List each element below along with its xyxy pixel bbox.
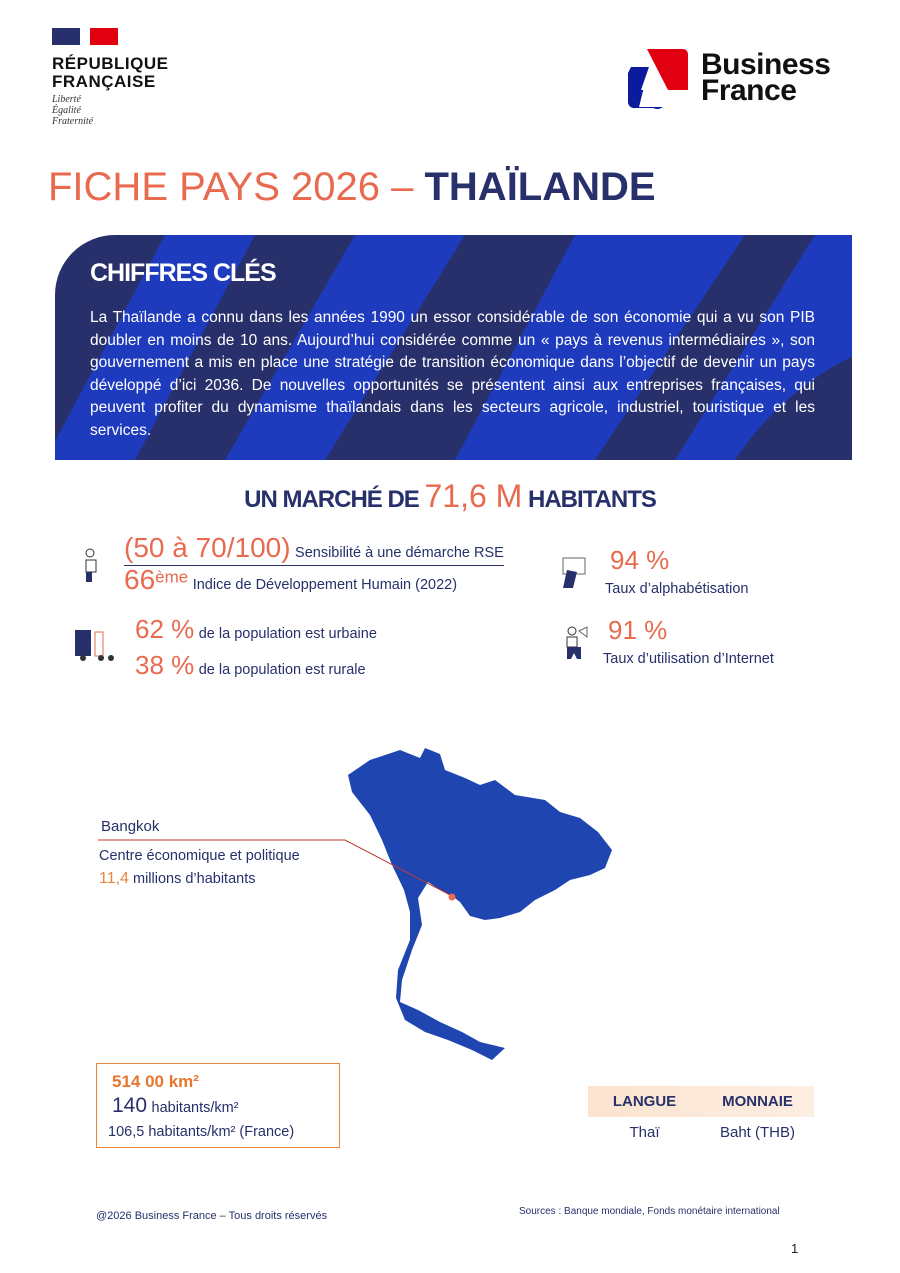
key-figures-text: La Thaïlande a connu dans les années 1990 un essor considérable de son économie qui a vu son PIB doubler en moins de 10 ans. Aujourd’hui considérée comme un « pays à revenus intermédiaires », son gouvernement a mis en place une stratégie de transition économique dans l’objectif de devenir un pays développé d’ici 2036. De nouvelles opportunités se présentent ainsi aux entreprises françaises, qui peuvent profiter du dynamisme thaïlandais dans les secteurs agricole, industriel, touristique et les services. <box>90 309 815 439</box>
footer-sources: Sources : Banque mondiale, Fonds monétaire international <box>519 1206 780 1217</box>
idh-label: Indice de Développement Humain (2022) <box>192 577 458 593</box>
rse-label: Sensibilité à une démarche RSE <box>295 545 504 561</box>
header-langue: LANGUE <box>612 1093 677 1110</box>
density-france: 106,5 habitants/km² (France) <box>108 1124 295 1140</box>
density-label: habitants/km² <box>151 1100 239 1116</box>
city-pop-label: millions d’habitants <box>132 871 256 887</box>
motto-2: Égalité <box>52 105 81 116</box>
republique-francaise-logo <box>52 28 168 127</box>
city-pop-value: 11,4 <box>99 870 129 887</box>
rse-value: (50 à 70/100) <box>124 532 291 563</box>
title-country: THAÏLANDE <box>424 165 656 209</box>
key-figures-heading: CHIFFRES CLÉS <box>90 259 276 287</box>
urban-label: de la population est urbaine <box>198 626 377 642</box>
motto-3: Fraternité <box>52 116 94 127</box>
density-value: 140 <box>112 1094 148 1117</box>
idh-row <box>124 564 457 596</box>
person-megaphone-icon <box>563 625 593 661</box>
area-box <box>96 1063 340 1148</box>
rf-name-2: FRANÇAISE <box>52 72 156 91</box>
value-monnaie: Baht (THB) <box>719 1124 795 1141</box>
person-reading-icon <box>557 556 593 592</box>
rural-label: de la population est rurale <box>198 662 366 678</box>
internet-label: Taux d’utilisation d’Internet <box>603 651 774 667</box>
language-currency-table <box>588 1086 814 1148</box>
rural-row <box>135 650 366 681</box>
page-title <box>48 165 656 210</box>
rse-row <box>124 532 504 566</box>
value-langue: Thaï <box>629 1124 660 1141</box>
marianne-flag-icon <box>52 28 118 45</box>
bf-text-1: Business <box>701 48 831 81</box>
footer-copyright: @2026 Business France – Tous droits réservés <box>96 1210 328 1222</box>
city-name: Bangkok <box>101 818 160 835</box>
city-buildings-icon <box>75 628 117 662</box>
motto-1: Liberté <box>52 94 81 105</box>
idh-sup: ème <box>155 567 189 587</box>
thailand-map <box>0 740 900 1070</box>
business-france-logo <box>627 47 830 109</box>
urban-row <box>135 614 377 645</box>
density-row <box>112 1094 239 1118</box>
internet-value: 91 % <box>608 615 668 645</box>
city-desc: Centre économique et politique <box>99 848 300 864</box>
market-suffix: HABITANTS <box>527 486 656 513</box>
city-pop <box>99 870 256 888</box>
literacy-label: Taux d’alphabétisation <box>605 581 749 597</box>
rf-name-1: RÉPUBLIQUE <box>52 54 169 73</box>
market-heading <box>0 478 900 515</box>
title-prefix: FICHE PAYS 2026 – <box>48 165 414 209</box>
area-surface: 514 00 km² <box>112 1072 199 1091</box>
market-value: 71,6 M <box>424 478 523 514</box>
thailand-shape <box>348 748 612 1060</box>
idh-value: 66 <box>124 564 156 595</box>
page-number: 1 <box>791 1241 799 1256</box>
bf-text-2: France <box>701 74 797 107</box>
business-france-mark-icon <box>627 47 689 109</box>
market-prefix: UN MARCHÉ DE <box>244 486 419 513</box>
urban-value: 62 % <box>135 614 195 644</box>
literacy-value: 94 % <box>610 545 670 575</box>
rural-value: 38 % <box>135 650 195 680</box>
person-presenting-icon <box>78 548 108 584</box>
key-figures-panel <box>55 235 852 460</box>
bangkok-marker <box>449 894 456 901</box>
header-monnaie: MONNAIE <box>722 1093 793 1110</box>
